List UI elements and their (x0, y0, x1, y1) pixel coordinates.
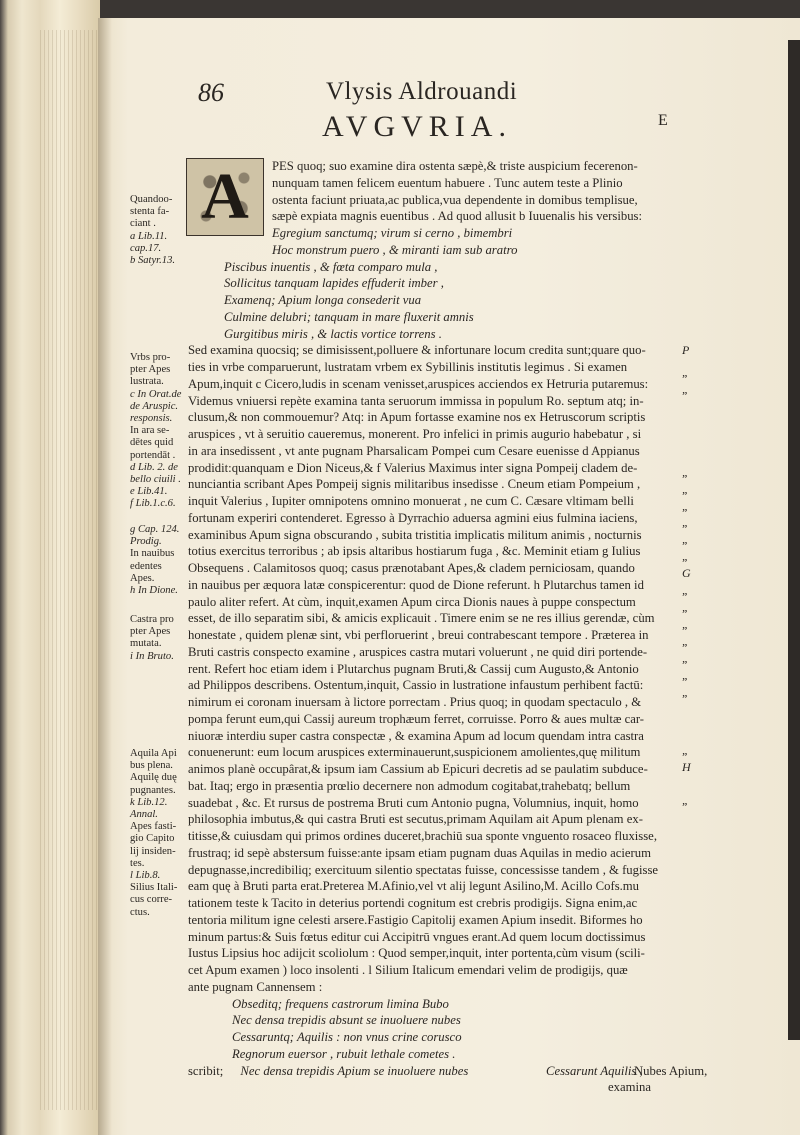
text-line: niuoræ interdiu super castra conspectæ , & examina Apum ad locum quendam intra castra (188, 728, 644, 743)
text-line: paulo aliter refert. At cùm, inquit,examen Apum circa Dionis naues à puppe conspectum (188, 594, 636, 609)
right-margin-mark: „ (682, 617, 689, 631)
verse-line: Sollicitus tanquam lapides effuderit imber , (224, 276, 444, 291)
right-margin-mark: „ (682, 549, 689, 563)
margin-line: de Aruspic. (130, 400, 179, 412)
margin-line: i In Bruto. (130, 650, 174, 662)
bottom-line (188, 1063, 708, 1080)
text-line: frustraq; id sepè abstersum fuisse:ante ipsam etiam pugnam duas Aquilas in medio acierum (188, 845, 651, 860)
text-line: tentoria militum igne celesti arsere.Fastigio Capitolij examen Apium insedit. Biformes ho (188, 912, 643, 927)
text-line: Apum,inquit c Cicero,ludis in scenam venisset,aruspices acciendos ex Hetruria putaremus: (188, 376, 649, 391)
margin-note (130, 524, 190, 597)
text-line: Videmus vniuersi repète examina tanta seruorum immissa in populum Ro. septum atq; in- (188, 393, 644, 408)
text-line: fortunam experiri contenderet. Egresso à Dyrrachio aduersa agmini eius fulmina iaciens, (188, 510, 638, 525)
margin-line: stenta fa- (130, 206, 170, 218)
corner-letter: E (658, 112, 668, 129)
margin-line: d Lib. 2. de (130, 461, 178, 473)
margin-line: Prodig. (130, 536, 162, 548)
verse-line: Egregium sanctumq; virum si cerno , bimembri (272, 226, 513, 240)
right-margin-mark: „ (682, 651, 689, 665)
text-line: nunquam tamen felicem euentum habuere . Tunc autem teste a Plinio (272, 175, 623, 190)
margin-line: h In Dione. (130, 585, 178, 597)
text-line: PES quoq; suo examine dira ostenta sæpè,& triste auspicium fecerenon- (272, 159, 638, 173)
margin-line: In nauibus (130, 548, 175, 560)
text-line: philosophia imbutus,& qui castra Bruti est secutus,primam Aquilam ait Apum plenam ex- (188, 812, 643, 827)
text-line: cet Apum examen ) loco insolenti . l Silium Italicum emendari velim de prodigijs, quæ (188, 963, 628, 977)
margin-line: responsis. (130, 413, 173, 425)
margin-line: e Lib.41. (130, 486, 168, 498)
right-margin-mark: „ (682, 600, 689, 614)
final-word: examina (608, 1080, 651, 1095)
right-margin-mark: „ (682, 515, 689, 529)
text-line: sæpè expiata magnis euentibus . Ad quod allusit b Iuuenalis his versibus: (272, 209, 643, 224)
margin-line: ciant . (130, 218, 156, 230)
verse-alt: Nec densa trepidis Apium se inuoluere nubes (240, 1063, 469, 1078)
text-line: eam quę à Bruti parta erat.Preterea M.Afinio,vel vt alij legunt Asilino,M. Acillo Cofs.mu (188, 879, 640, 894)
text-line: ante pugnam Cannensem : (188, 979, 323, 994)
right-margin-mark: „ (682, 465, 689, 479)
text-line: Iustus Lipsius hoc adijcit scoliolum : Quod semper,inquit, inter portenta,cùm visum (scili- (188, 946, 645, 961)
margin-line: bello ciuili . (130, 474, 181, 486)
text-line: in ara insedissent , vt ante pugnam Pharsalicam Pompei cum Cesare euenisse d Appianus (188, 443, 640, 458)
margin-line: bus plena. (130, 760, 173, 772)
margin-line: cap.17. (130, 242, 162, 254)
text-line: Bruti castris conspecto examine , aruspices castra mutari voluerunt , ne quid diri portende- (188, 644, 648, 659)
right-margin-mark: „ (682, 685, 689, 699)
right-margin-mark: P (682, 343, 690, 357)
text-line: totius exercitus terroribus ; ab ipsis altaribus hostiarum fuga , &c. Meminit etiam g Iulius (188, 544, 641, 559)
verse-line: Gurgitibus miris , & lactis vortice torrens . (224, 326, 442, 341)
right-margin-mark: H (682, 760, 691, 774)
margin-note (130, 748, 190, 919)
margin-line: Apes fasti- (130, 821, 177, 833)
margin-line: edentes (130, 560, 162, 572)
text-line: esset, de illo separatim sibi, & amicis explicauit . Timere enim se ne res illius gerendæ, cùm (188, 611, 655, 626)
verse-line: Culmine delubri; tanquam in mare fluxerit amnis (224, 309, 474, 324)
verse-line: Hoc monstrum puero , & miranti iam sub aratro (272, 242, 518, 257)
text-line: animos planè occupârat,& ipsum iam Cassium ab Epicuri decretis ad se paulatim subduce- (188, 762, 648, 776)
margin-line: Apes. (130, 572, 155, 584)
page-edge-lines (40, 30, 98, 1110)
right-margin-mark: „ (682, 532, 689, 546)
margin-line: dētes quid (130, 437, 174, 449)
margin-line: a Lib.11. (130, 230, 168, 242)
margin-line: Aquila Api (130, 748, 177, 759)
text-line: ostenta faciunt priuata,ac publica,vua dependente in domibus templisue, (272, 192, 638, 207)
margin-line: f Lib.1.c.6. (130, 498, 176, 510)
scribit-word: scribit; (188, 1063, 224, 1078)
right-edge-shadow (788, 40, 800, 1040)
running-head: Vlysis Aldrouandi (326, 78, 518, 105)
margin-line: c In Orat.de (130, 388, 182, 400)
text-line: prodidit:quanquam e Dion Niceus,& f Valerius Maximus inter signa Pompeij cladem de- (188, 460, 638, 475)
verse-line: Nec densa trepidis absunt se inuoluere nubes (232, 1013, 461, 1028)
margin-line: pter Apes (130, 626, 171, 638)
margin-note (130, 614, 190, 663)
margin-line: lij insiden- (130, 845, 176, 857)
text-line: clusum,& non commouemur? Atq: in Apum fortasse examine nos ex Hetruscorum scriptis (188, 410, 646, 425)
margin-line: b Satyr.13. (130, 255, 176, 267)
gloss-text: Nubes Apium, (634, 1063, 708, 1078)
text-line: pompa ferunt eum,qui Cassij aureum trophæum ferret, corruisse. Porro & aues multæ car- (188, 711, 645, 726)
margin-line: ctus. (130, 906, 150, 918)
margin-line: gio Capito (130, 833, 175, 845)
margin-note (130, 194, 190, 267)
text-line: honestate , quidem plenæ sint, vbi perfloruerint , breui contrabescant tempore . Præterea in (188, 628, 649, 642)
page-title: AVGVRIA. (322, 110, 512, 143)
text-line: depugnasse,incredibiliq; exercituum silentio spectatas fuisse, concessisse tandem , & fugisse (188, 862, 659, 877)
text-line: in nauibus per æquora latæ conspicerentur: quod de Dione referunt. h Plutarchus tamen id (188, 577, 644, 592)
right-margin-mark: „ (682, 634, 689, 648)
text-line: suadebat , &c. Et rursus de postrema Bruti cum Antonio pugna, Volumnius, inquit, homo (188, 795, 639, 810)
text-line: titisse,& cuiusdam qui primos ordines duceret,brachiū sua sponte vnguento rosaceo fluxisse, (188, 829, 657, 843)
alt-reading: Cessarunt Aquilis , (546, 1063, 643, 1078)
text-line: examinibus Apum signa obscurando , subita tristitia implicatis militum animis , nocturnis (188, 527, 642, 542)
margin-line: g Cap. 124. (130, 524, 180, 535)
right-margin-mark: „ (682, 499, 689, 513)
verse-line: Examenq; Apium longa consederit vua (224, 293, 422, 307)
verse-line: Obseditq; frequens castrorum limina Bubo (232, 996, 449, 1011)
text-line: conuenerunt: eum locum aruspices exterminauerunt,suspicionem amolientes,quę militum (188, 745, 641, 760)
left-page-edges (0, 0, 100, 1135)
margin-line: lustrata. (130, 376, 164, 388)
text-line: minum partus:& Suis fœtus editur cui Accipitrū vngues erant.Ad quem locum doctissimus (188, 929, 646, 944)
text-line: Obsequens . Calamitosos quoq; casus prænotabant Apes,& cladem perniciosam, quando (188, 561, 635, 575)
margin-line: portendāt . (130, 449, 176, 461)
verse-line: Piscibus inuentis , & fœta comparo mula , (224, 259, 438, 274)
margin-line: pter Apes (130, 364, 171, 376)
margin-line: cus corre- (130, 894, 173, 906)
right-margin-mark: „ (682, 793, 689, 807)
text-line: tationem teste k Tacito in deterius portendi cognitum est crebris prodigijs. Signa enim,ac (188, 896, 638, 910)
margin-line: Castra pro (130, 614, 174, 625)
text-line: rent. Refert hoc etiam idem i Plutarchus pugnam Bruti,& Cassij cum Augusto,& Antonio (188, 661, 639, 676)
page-number: 86 (198, 78, 224, 107)
text-line: ad Philippos describens. Ostentum,inquit, Cassio in lustratione infaustum perhibent factū: (188, 678, 644, 693)
right-margin-mark: „ (682, 668, 689, 682)
text-line: inquit Valerius , Iupiter omnipotens omnino monuerat , ne cum C. Cæsare vltimam belli (188, 494, 634, 508)
right-margin-mark: „ (682, 743, 689, 757)
margin-note (130, 352, 190, 511)
right-margin-mark: „ (682, 482, 689, 496)
right-margin-mark: G (682, 566, 691, 580)
margin-line: Vrbs pro- (130, 352, 171, 363)
verse-line: Regnorum euersor , rubuit lethale cometes . (232, 1046, 456, 1061)
margin-line: k Lib.12. (130, 796, 168, 808)
body-text (188, 158, 708, 1096)
margin-line: Silius Itali- (130, 882, 178, 894)
margin-line: Aquilę duę (130, 772, 177, 784)
text-line: bat. Itaq; ergo in præsentia prœlio decernere non admodum cogitabat,trahebatq; bellum (188, 778, 631, 793)
margin-line: Quandoo- (130, 194, 173, 205)
right-margin-mark: „ (682, 382, 689, 396)
text-line: nunciantia scribant Apes Pompeij signis militaribus insedisse . Cneum etiam Pompeium , (188, 477, 641, 492)
margin-line: mutata. (130, 638, 162, 650)
text-line: aruspices , vt à seruitio caueremus, monerent. Pro infelici in primis augurio habebatur , si (188, 427, 642, 441)
book-spine-shadow (98, 18, 112, 1135)
verse-line: Cessaruntq; Aquilis : non vnus crine corusco (232, 1030, 462, 1044)
margin-line: tes. (130, 857, 145, 869)
right-margin-mark: „ (682, 583, 689, 597)
margin-line: l Lib.8. (130, 870, 161, 882)
margin-line: pugnantes. (130, 784, 176, 796)
margin-line: In ara se- (130, 425, 170, 437)
margin-line: Annal. (130, 809, 158, 821)
text-line: nimirum ei coronam inuersam à lictore porrectam . Prius quoq; in quodam spectaculo , & (188, 695, 642, 709)
dropcap-letter: A (201, 160, 249, 233)
text-line: Sed examina quocsiq; se dimisissent,polluere & infortunare locum credita sunt;quare quo- (188, 343, 646, 358)
right-margin-mark: „ (682, 365, 689, 379)
text-line: ties in vrbe comparuerunt, lustratam vrbem ex Sybillinis institutis legimus . Si examen (188, 360, 628, 374)
